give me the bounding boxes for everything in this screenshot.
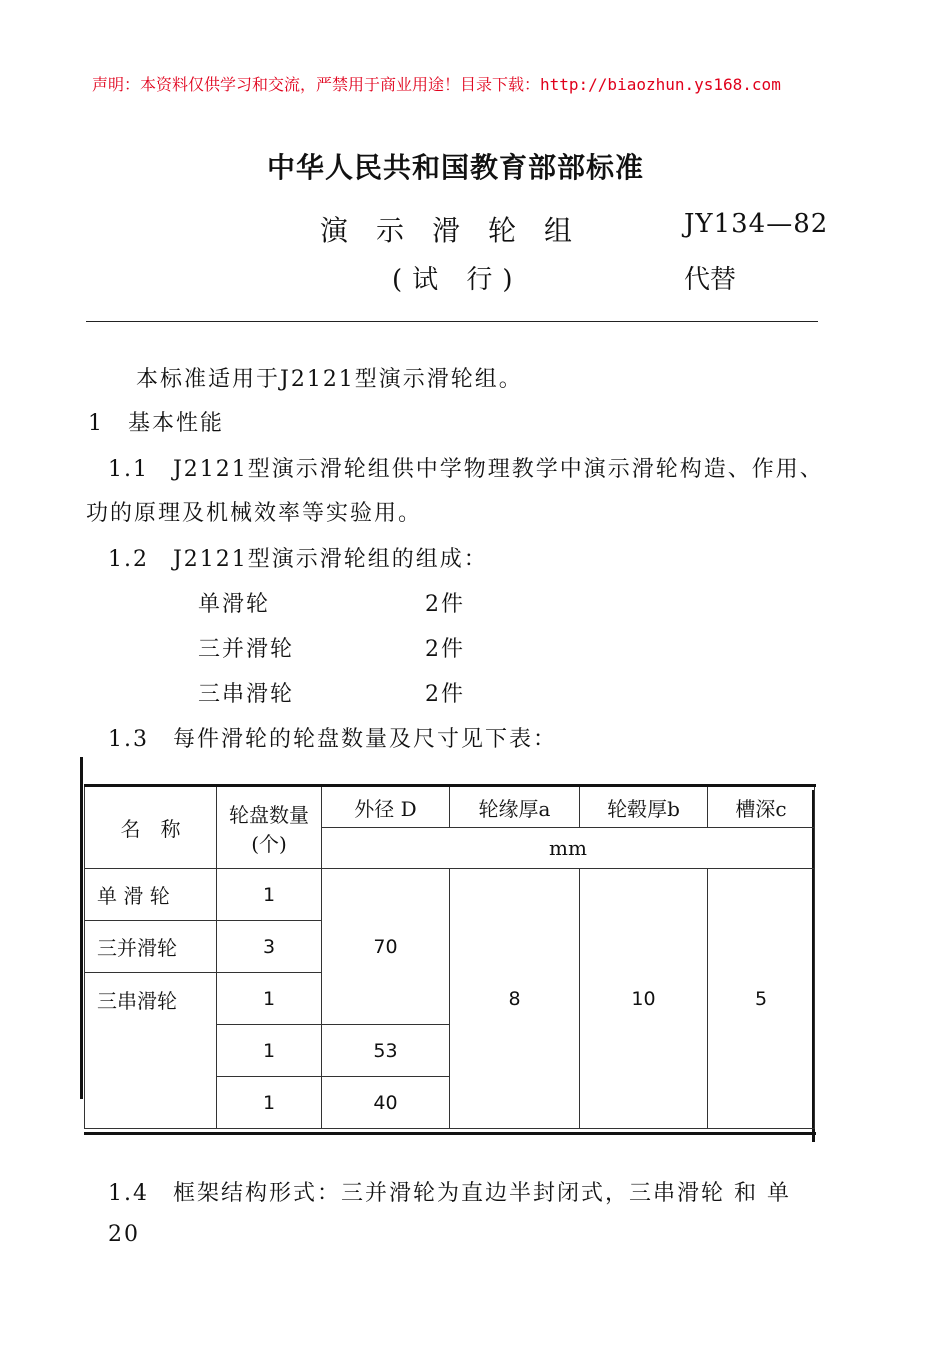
clause-1-4: 1.4 框架结构形式：三并滑轮为直边半封闭式，三串滑轮 和 单	[108, 1181, 791, 1206]
section-heading: 1 基本性能	[88, 411, 224, 436]
unit-label: mm	[322, 828, 815, 869]
trial-label: (试 行)	[392, 265, 523, 295]
groove-depth-value: 5	[708, 869, 815, 1129]
header-count	[217, 787, 322, 869]
count-cell: 1	[217, 1025, 322, 1077]
component-qty: 2件	[425, 682, 465, 707]
clause-1-1-line1: 1.1 J2121型演示滑轮组供中学物理教学中演示滑轮构造、作用、	[108, 457, 824, 482]
issuing-organization: 中华人民共和国教育部部标准	[267, 151, 645, 184]
header-groove-depth: 槽深c	[708, 787, 815, 828]
table-bottom-rule	[84, 1132, 816, 1135]
diameter-70: 70	[322, 869, 450, 1025]
page-number: 20	[108, 1222, 140, 1247]
hub-thickness-value: 10	[580, 869, 708, 1129]
header-name: 名 称	[85, 787, 217, 869]
header-outer-diameter: 外径 D	[322, 787, 450, 828]
count-cell: 1	[217, 869, 322, 921]
replaces-label: 代替	[684, 265, 737, 295]
table-top-rule	[84, 784, 816, 787]
component-name: 三并滑轮	[198, 637, 295, 662]
standard-title: 演示滑轮组	[320, 214, 601, 247]
clause-1-2: 1.2 J2121型演示滑轮组的组成：	[108, 547, 488, 572]
diameter-40: 40	[322, 1077, 450, 1129]
count-cell: 1	[217, 973, 322, 1025]
count-cell: 1	[217, 1077, 322, 1129]
clause-1-1-line2: 功的原理及机械效率等实验用。	[86, 501, 423, 526]
header-rim-thickness: 轮缘厚a	[450, 787, 580, 828]
component-name: 单滑轮	[198, 592, 271, 617]
row-name-triple-parallel: 三并滑轮	[85, 921, 217, 973]
component-qty: 2件	[425, 592, 465, 617]
pulley-dimension-table	[84, 786, 815, 1129]
component-name: 三串滑轮	[198, 682, 295, 707]
rim-thickness-value: 8	[450, 869, 580, 1129]
disclaimer-notice: 声明：本资料仅供学习和交流，严禁用于商业用途！目录下载：http://biaozhun.ys168.com	[92, 75, 781, 94]
component-qty: 2件	[425, 637, 465, 662]
header-hub-thickness: 轮毂厚b	[580, 787, 708, 828]
count-cell: 3	[217, 921, 322, 973]
header-count-label: 轮盘数量	[229, 802, 309, 827]
intro-paragraph: 本标准适用于J2121型演示滑轮组。	[136, 367, 523, 392]
table-left-border	[80, 757, 83, 1099]
diameter-53: 53	[322, 1025, 450, 1077]
row-name-triple-series: 三串滑轮	[85, 973, 217, 1129]
header-divider	[86, 321, 818, 322]
clause-1-3: 1.3 每件滑轮的轮盘数量及尺寸见下表：	[108, 727, 557, 752]
row-name-single: 单 滑 轮	[85, 869, 217, 921]
header-count-unit: (个)	[251, 831, 287, 856]
standard-code: JY134—82	[684, 209, 829, 239]
